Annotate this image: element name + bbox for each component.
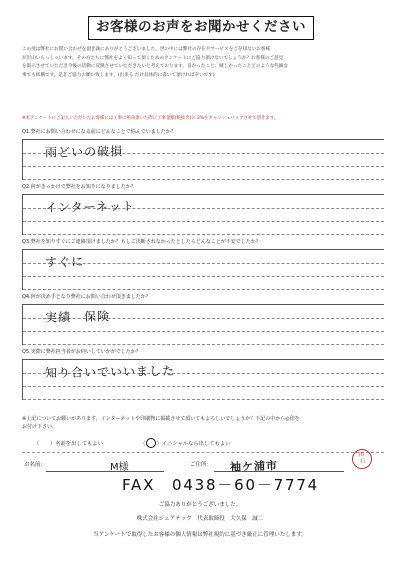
question-label: Q5.実際に弊社担当者がお伺いしていかがでしたか？ [22, 349, 141, 355]
customer-info-row [22, 458, 384, 472]
choice-label: ）イニシャルなら出してもよい [156, 440, 231, 447]
address-field[interactable]: 袖ケ浦市 [229, 459, 279, 474]
answer-area[interactable] [22, 359, 384, 400]
intro-line: この度は弊社にお問い合わせを頂き誠にありがとうございました。世の中には弊社の存在やサービスをご存知ないお客様 [22, 47, 271, 52]
handwritten-answer: すぐに [44, 254, 85, 270]
question-q1 [22, 128, 384, 180]
choice-name-ok[interactable]: （ ）名前を出してもよい [34, 440, 103, 447]
choice-label: ）名前を出してもよい [49, 440, 103, 447]
thanks-text: ご協力ありがとうございました。 [158, 502, 242, 508]
answer-area[interactable] [22, 194, 384, 235]
intro-line: を掲示させていただき今後の活動に反映させていただきたいと考えております。良かったこと、嬉しかったことどのような些細な [22, 64, 289, 70]
fax-number: FAX 0438－60－7774 [122, 476, 320, 494]
divider [22, 452, 384, 453]
question-label: Q1.弊社にお問い合わせになる前にどんなことで悩んでいましたか？ [22, 129, 176, 135]
handwritten-answer: 実績 保険 [44, 309, 111, 325]
intro-line: 事でも結構です。是非ご協力お願い致します。(出来る だけ具体的に書いて頂ければ幸いです) [22, 72, 215, 78]
seal-stamp: 田 石 [351, 448, 374, 471]
company-line: 株式会社シェアテック 代表取締役 大久保 誠二 [136, 516, 264, 522]
question-label: Q2.何がきっかけで弊社をお知りになりましたか？ [22, 184, 136, 190]
selected-circle-icon [146, 438, 156, 448]
question-q4 [22, 293, 384, 345]
question-label: Q4.何が決め手となり弊社にお問い合わせ頂きましたか？ [22, 294, 151, 300]
page-title: お客様のお声をお聞かせください [88, 16, 314, 40]
handwritten-answer: 雨どいの破損 [44, 144, 124, 160]
privacy-notice: 当アンケートで取得したお客様の個人情報は弊社規約に基づき厳正に管理いたします。 [93, 532, 307, 538]
intro-line: が沢山いらっしゃいます。その方たちに弊社をよく知って頂くためのアンケートにご協力頂けないでしょうか？お客様のご意見 [22, 55, 284, 61]
answer-area[interactable] [22, 249, 384, 290]
consent-line: ※上記についてお願いがあります。インターネットや印刷物に掲載させて頂いてもよろしいでしょうか？下記の中から◎印を [22, 416, 300, 422]
answer-area[interactable] [22, 304, 384, 345]
question-q2 [22, 183, 384, 235]
handwritten-answer: 知り合いでいいました [44, 363, 176, 381]
address-label: ご住所： [190, 462, 213, 468]
consent-line: お付け下さい。 [22, 424, 58, 430]
answer-area[interactable] [22, 139, 384, 180]
question-label: Q3.弊社を知りすぐにご連絡頂けましたか？もしご決断されなかったとしたらどんなことが不安でしたか？ [22, 239, 261, 245]
name-label: お名前： [24, 462, 47, 468]
question-q5 [22, 348, 384, 400]
cashback-note: ※本アンケートにご記入いただいたお客様には工事に用命頂いた際に工事金額(税抜き)の 2%をキャッシュバックさせて頂きます。 [22, 116, 279, 121]
consent-text [22, 415, 384, 431]
intro-text [22, 46, 384, 80]
choice-initial-ok[interactable]: （ ）イニシャルなら出してもよい [140, 438, 230, 448]
publish-choices [34, 438, 230, 448]
handwritten-answer: インターネット [44, 199, 136, 215]
name-field[interactable]: M様 [110, 462, 129, 473]
question-q3 [22, 238, 384, 290]
